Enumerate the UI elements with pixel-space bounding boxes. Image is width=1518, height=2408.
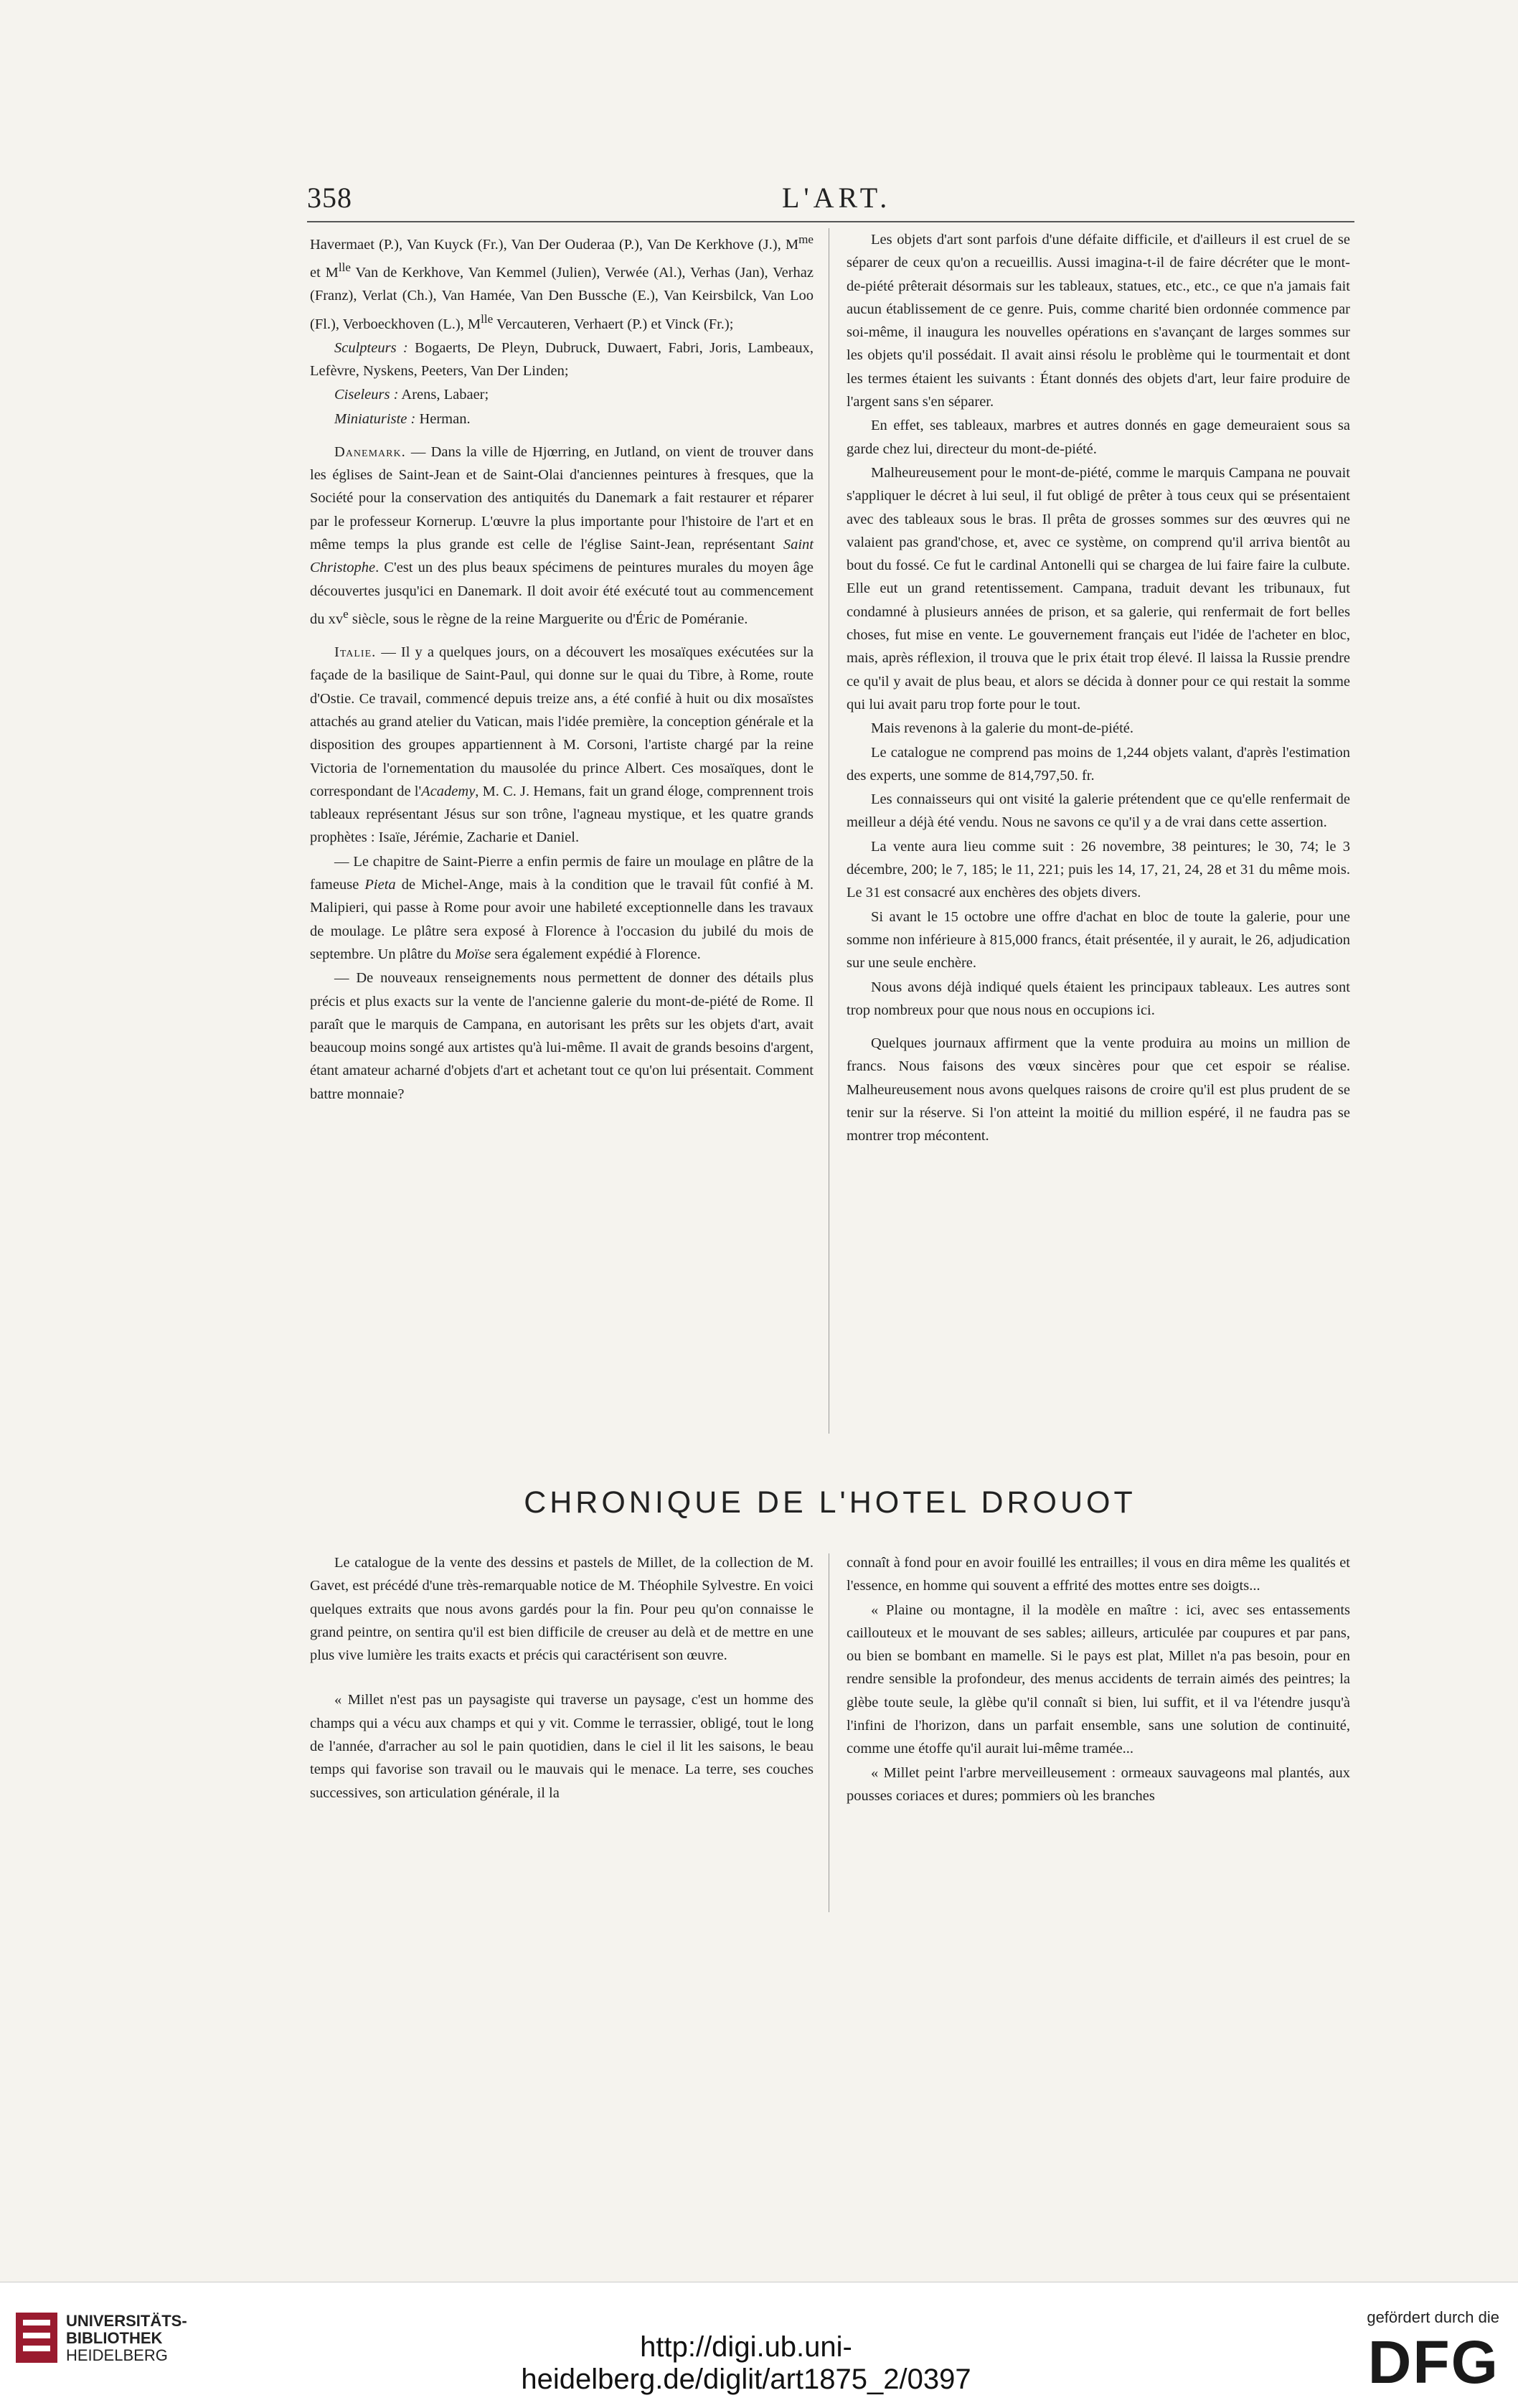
- paragraph: En effet, ses tableaux, marbres et autres donnés en gage demeuraient sous sa garde chez lui, directeur du mont-de-piété.: [847, 418, 1350, 457]
- page-number: 358: [307, 182, 352, 214]
- institution-line-2: BIBLIOTHEK: [66, 2329, 163, 2347]
- sponsor-caption: gefördert durch die: [1367, 2308, 1499, 2326]
- paragraph: Les connaisseurs qui ont visité la galerie prétendent que ce qu'elle renfermait de meilleur a déjà été vendu. Nous ne savons ce qu'il y a de vrai dans cette assertion.: [847, 791, 1350, 831]
- paragraph: connaît à fond pour en avoir fouillé les entrailles; il vous en dira même les qualités et l'essence, en homme qui souvent a effrité des mottes entre ses doigts...: [847, 1555, 1350, 1594]
- institution-line-3: HEIDELBERG: [66, 2346, 168, 2364]
- paragraph: — Le chapitre de Saint-Pierre a enfin permis de faire un moulage en plâtre de la fameuse Pieta de Michel-Ange, mais à la condition que le travail fût confié à M. Malipieri, qui passe à Rome pour avoir une habileté exceptionnelle dans les travaux de moulage. Le plâtre sera exposé à Florence à l'occasion du jubilé du mois de septembre. Un plâtre du Moïse sera également expédié à Florence.: [310, 853, 814, 962]
- paragraph: « Millet peint l'arbre merveilleusement : ormeaux sauvageons mal plantés, aux pousses coriaces et dures; pommiers où les branches: [847, 1764, 1350, 1804]
- paragraph: Le catalogue de la vente des dessins et pastels de Millet, de la collection de M. Gavet, est précédé d'une très-remarquable notice de M. Théophile Sylvestre. En voici quelques extraits que nous avons gardés pour la fin. Pour peu qu'on connaisse le grand peintre, on sentira qu'il est bien difficile de creuser au delà et de mettre en une plus vive lumière les traits exacts et précis qui caractérisent son œuvre.: [310, 1555, 814, 1664]
- paragraph: Si avant le 15 octobre une offre d'achat en bloc de toute la galerie, pour une somme non inférieure à 815,000 francs, était présentée, il y aurait, le 26, adjudication sur une seule enchère.: [847, 908, 1350, 972]
- text-column-right-top: [847, 228, 1350, 1149]
- permalink-url[interactable]: http://digi.ub.uni-heidelberg.de/diglit/art1875_2/0397: [521, 2331, 971, 2395]
- paragraph: Malheureusement pour le mont-de-piété, comme le marquis Campana ne pouvait s'appliquer le décret à lui seul, il fut obligé de prêter à tous ceux qui se présentaient avec des tableaux sous le bras. Il prêta de grosses sommes sur des œuvres qui ne valaient pas grand'chose, et, avec ce système, on comprend qu'il arriva bientôt au bout du fossé. Ce fut le cardinal Antonelli qui se chargea de lui faire faire la culbute. Elle eut un grand retentissement. Campana, traduit devant les tribunaux, fut condamné à plusieurs années de prison, et sa galerie, qui renfermait de fort belles choses, fut mise en vente. Le gouvernement français eut l'idée de l'acheter en bloc, mais, après réflexion, il trouva que le prix était trop élevé. Il laissa la Russie prendre ce qu'il y avait de plus beau, et alors se décida à donner pour ce qui restait la somme qui lui avait paru trop forte pour le tout.: [847, 464, 1350, 712]
- paragraph: Sculpteurs : Bogaerts, De Pleyn, Dubruck, Duwaert, Fabri, Joris, Lambeaux, Lefèvre, Nyskens, Peeters, Van Der Linden;: [310, 339, 814, 379]
- text-column-left-top: [310, 228, 814, 1106]
- institution-name: [66, 2313, 209, 2364]
- university-logo-icon: [16, 2313, 57, 2363]
- header-rule: [307, 221, 1354, 222]
- section-title: CHRONIQUE DE L'HOTEL DROUOT: [524, 1485, 1136, 1520]
- paragraph: Miniaturiste : Herman.: [334, 410, 471, 427]
- paragraph: « Plaine ou montagne, il la modèle en maître : ici, avec ses entassements caillouteux et le mouvant de ses sables; ailleurs, articulée par coupures et par pans, ou bien se bombant en mamelle. Si le pays est plat, Millet n'a pas besoin, pour en rendre sensible la profondeur, des menus accidents de terrain aimés des peintres; la glèbe toute seule, la glèbe qu'il connaît si bien, lui suffit, et il va l'étendre jusqu'à l'infini de l'horizon, dans un parfait ensemble, sans une solution de continuité, comme une étoffe qu'il aurait lui-même tramée...: [847, 1602, 1350, 1757]
- digitization-footer: [0, 2282, 1518, 2408]
- paragraph: Quelques journaux affirment que la vente produira au moins un million de francs. Nous faisons des vœux sincères pour que cet espoir se réalise. Malheureusement nous avons quelques raisons de croire qu'il est plus prudent de se tenir sur la réserve. Si l'on atteint la moitié du million espéré, il ne faudra pas se montrer trop mécontent.: [847, 1035, 1350, 1144]
- paragraph: Le catalogue ne comprend pas moins de 1,244 objets valant, d'après l'estimation des experts, une somme de 814,797,50. fr.: [847, 744, 1350, 784]
- institution-line-1: UNIVERSITÄTS-: [66, 2312, 187, 2330]
- paragraph: Havermaet (P.), Van Kuyck (Fr.), Van Der Ouderaa (P.), Van De Kerkhove (J.), $M^{me}$ et $M^{lle}$ Van de Kerkhove, Van Kemmel (Julien), Verwée (Al.), Verhas (Jan), Verhaz (Franz), Verlat (Ch.), Van Hamée, Van Den Bussche (E.), Van Keirsbilck, Van Loo (Fl.), Verboeckhoven (L.), $M^{lle}$ Vercauteren, Verhaert (P.) et Vinck (Fr.);: [310, 232, 814, 332]
- paragraph: Les objets d'art sont parfois d'une défaite difficile, et d'ailleurs il est cruel de se séparer de ceux qu'on a recueillis. Aussi imagina-t-il de faire décréter que le mont-de-piété prêterait désormais sur les tableaux, statues, etc., etc., ce que n'a jamais fait aucun établissement de ce genre. Puis, comme charité bien ordonnée commence par soi-même, il inaugura les nouvelles opérations en s'avançant de larges sommes sur les objets qu'il possédait. Il avait ainsi résolu le problème qui le tourmentait et dont les termes étaient les suivants : Étant donnés des objets d'art, leur faire produire de l'argent sans s'en séparer.: [847, 232, 1350, 410]
- paragraph: Italie. — Il y a quelques jours, on a découvert les mosaïques exécutées sur la façade de la basilique de Saint-Paul, qui donne sur le quai du Tibre, à Rome, route d'Ostie. Ce travail, commencé depuis treize ans, a été confié à huit ou dix mosaïstes attachés au grand atelier du Vatican, mais l'idée première, la conception générale et la disposition des groupes appartiennent à M. Corsoni, l'artiste chargé par la reine Victoria de l'ornementation du mausolée du prince Albert. Ces mosaïques, dont le correspondant de l'Academy, M. C. J. Hemans, fait un grand éloge, comprennent trois tableaux représentant Jésus sur son trône, l'agneau mystique, et les quatre grands prophètes : Isaïe, Jérémie, Zacharie et Daniel.: [310, 644, 814, 846]
- dfg-logo: DFG: [1367, 2328, 1499, 2396]
- paragraph: Nous avons déjà indiqué quels étaient les principaux tableaux. Les autres sont trop nombreux pour que nous nous en occupions ici.: [847, 979, 1350, 1018]
- text-column-right-bottom: [847, 1551, 1350, 1808]
- running-title: L'ART.: [782, 182, 892, 214]
- paragraph: Danemark. — Dans la ville de Hjœrring, en Jutland, on vient de trouver dans les églises de Saint-Jean et de Saint-Olai d'anciennes peintures à fresques, que la Société pour la conservation des antiquités du Danemark a fait restaurer et réparer par le professeur Kornerup. L'œuvre la plus importante pour l'histoire de l'art et en même temps la plus grande est celle de l'église Saint-Jean, représentant Saint Christophe. C'est un des plus beaux spécimens de peintures murales du moyen âge découvertes jusqu'ici en Danemark. Il doit avoir été exécuté tout au commencement du $xv^e$ siècle, sous le règne de la reine Marguerite ou d'Éric de Poméranie.: [310, 443, 814, 627]
- paragraph: Ciseleurs : Arens, Labaer;: [334, 387, 489, 403]
- text-column-left-bottom: [310, 1551, 814, 1805]
- paragraph: — De nouveaux renseignements nous permettent de donner des détails plus précis et plus exacts sur la vente de l'ancienne galerie du mont-de-piété de Rome. Il paraît que le marquis de Campana, en autorisant les prêts sur les objets d'art, avait beaucoup moins songé aux artistes qu'à lui-même. Il avait de grands besoins d'argent, étant amateur acharné d'objets d'art et achetant tout ce qu'on lui présentait. Comment battre monnaie?: [310, 970, 814, 1102]
- paragraph: « Millet n'est pas un paysagiste qui traverse un paysage, c'est un homme des champs qui a vécu aux champs et qui y vit. Comme le terrassier, obligé, tout le long de l'année, d'arracher au sol le pain quotidien, dans le ciel il lit les saisons, le beau temps qui favorise son travail ou le mauvais qui le menace. La terre, ses couches successives, son articulation générale, il la: [310, 1692, 814, 1801]
- paragraph: La vente aura lieu comme suit : 26 novembre, 38 peintures; le 30, 74; le 3 décembre, 200; le 7, 185; le 11, 221; puis les 14, 17, 21, 24, 28 et 31 du même mois. Le 31 est consacré aux enchères des objets divers.: [847, 838, 1350, 901]
- paragraph: Mais revenons à la galerie du mont-de-piété.: [871, 720, 1134, 737]
